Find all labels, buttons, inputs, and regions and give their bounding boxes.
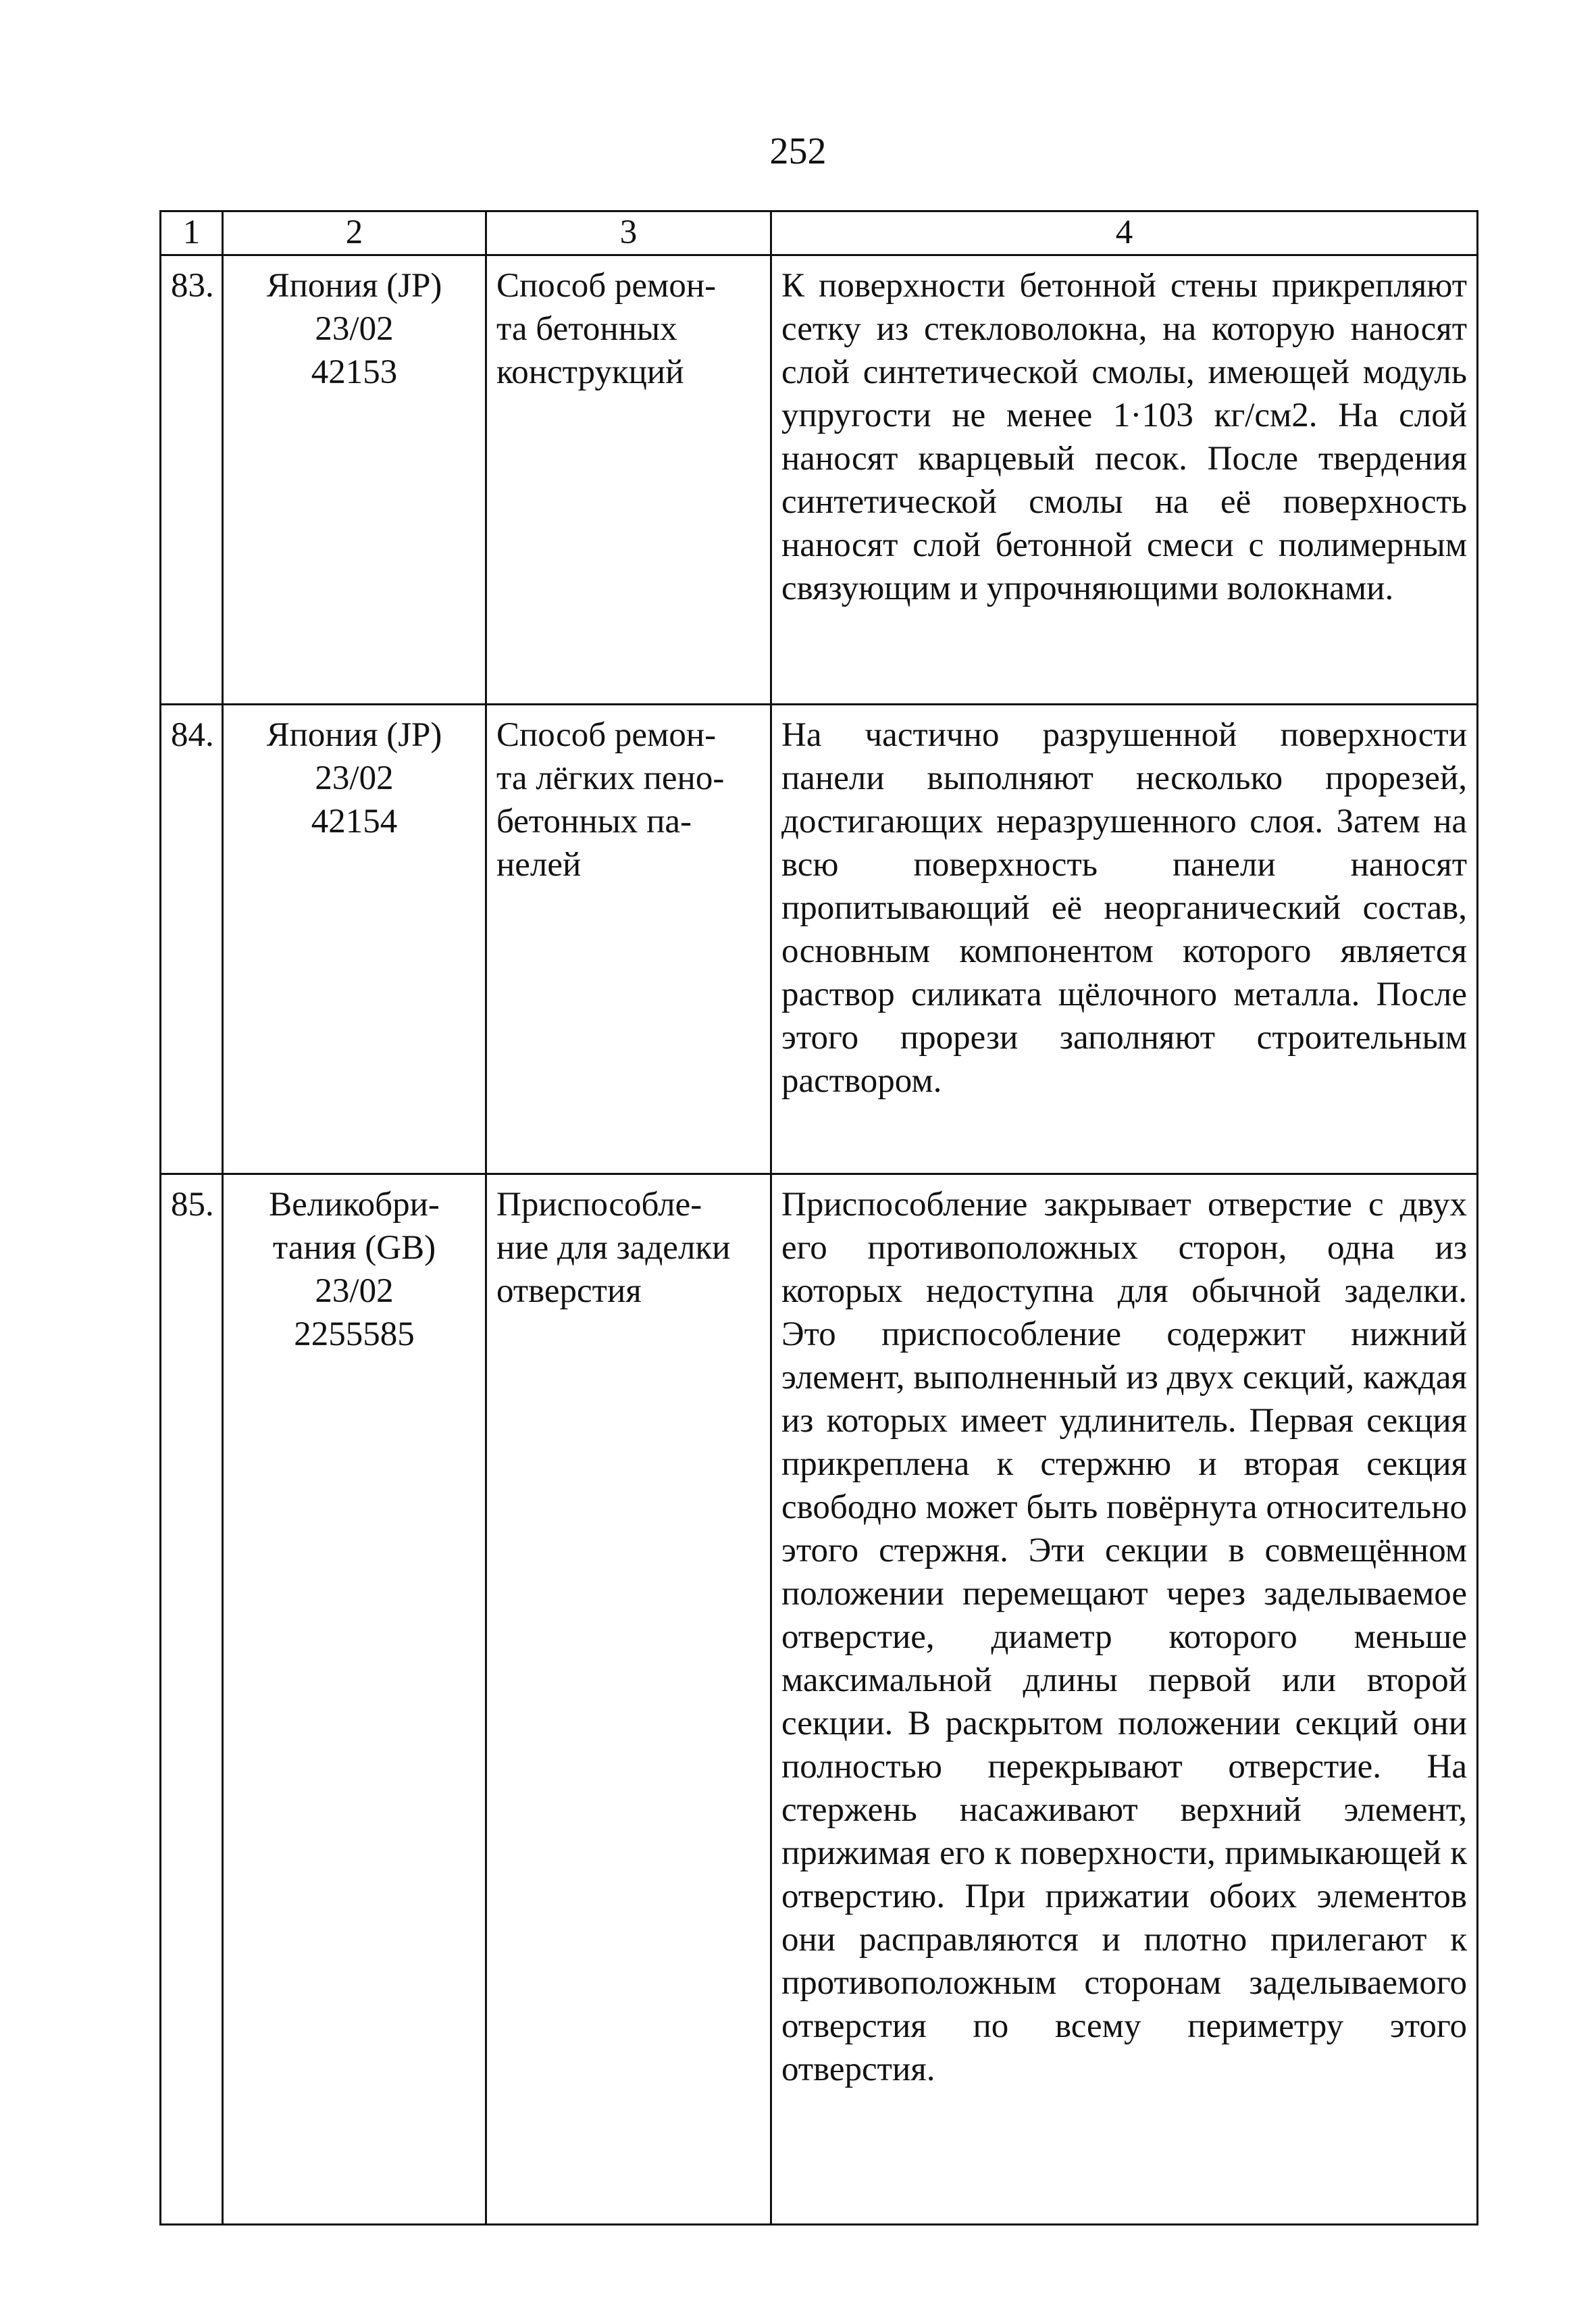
title-line: Приспособле-	[496, 1186, 702, 1224]
country-line: 2255585	[294, 1315, 415, 1353]
row-number: 84.	[161, 705, 223, 1174]
country-line: Япония (JP)	[266, 267, 442, 305]
table-row	[161, 705, 1478, 1174]
row-number: 83.	[161, 255, 223, 705]
header-row	[161, 211, 1478, 255]
title-cell	[486, 255, 771, 705]
title-line: Способ ремон-	[496, 267, 717, 305]
country-line: 23/02	[315, 1272, 394, 1310]
country-cell	[223, 255, 486, 705]
description-cell: Приспособление закрывает отверстие с двух его противоположных сторон, одна из которых недоступна для обычной заделки. Это приспособление содержит нижний элемент, выполненный из двух секций, каждая из которых имеет удлинитель. Первая секция прикреплена к стержню и вторая секция свободно может быть повёрнута относительно этого стержня. Эти секции в совмещённом положении перемещают через заделываемое отверстие, диаметр которого меньше максимальной длины первой или второй секции. В раскрытом положении секций они полностью перекрывают отверстие. На стержень насаживают верхний элемент, прижимая его к поверхности, примыкающей к отверстию. При прижатии обоих элементов они расправляются и плотно прилегают к противоположным сторонам заделываемого отверстия по всему периметру этого отверстия.	[771, 1174, 1478, 2225]
title-line: та бетонных	[496, 310, 677, 348]
table-row	[161, 255, 1478, 705]
description-cell: На частично разрушенной поверхности панели выполняют несколько прорезей, достигающих неразрушенного слоя. Затем на всю поверхность панели наносят пропитывающий её неорганический состав, основным компонентом которого является раствор силиката щёлочного металла. После этого прорези заполняют строительным раствором.	[771, 705, 1478, 1174]
patent-table	[159, 210, 1478, 2225]
country-line: 42154	[311, 803, 398, 840]
country-line: 23/02	[315, 759, 394, 797]
title-line: бетонных па-	[496, 803, 692, 840]
header-col-4: 4	[771, 211, 1478, 255]
country-line: 42153	[311, 353, 398, 391]
title-line: ние для заделки	[496, 1229, 731, 1267]
header-col-1: 1	[161, 211, 223, 255]
country-line: 23/02	[315, 310, 394, 348]
title-line: нелей	[496, 846, 582, 884]
title-line: отверстия	[496, 1272, 642, 1310]
title-line: Способ ремон-	[496, 716, 717, 754]
country-line: Япония (JP)	[266, 716, 442, 754]
title-cell	[486, 705, 771, 1174]
title-cell	[486, 1174, 771, 2225]
title-line: та лёгких пено-	[496, 759, 725, 797]
country-cell	[223, 1174, 486, 2225]
country-line: тания (GB)	[272, 1229, 436, 1267]
description-cell: К поверхности бетонной стены прикрепляют сетку из стекловолокна, на которую наносят слой синтетической смолы, имеющей модуль упругости не менее 1·103 кг/см2. На слой наносят кварцевый песок. После твердения синтетической смолы на её поверхность наносят слой бетонной смеси с полимерным связующим и упрочняющими волокнами.	[771, 255, 1478, 705]
title-line: конструкций	[496, 353, 684, 391]
page-number: 252	[769, 130, 827, 172]
header-col-3: 3	[486, 211, 771, 255]
table-row	[161, 1174, 1478, 2225]
row-number: 85.	[161, 1174, 223, 2225]
country-cell	[223, 705, 486, 1174]
country-line: Великобри-	[269, 1186, 440, 1224]
header-col-2: 2	[223, 211, 486, 255]
